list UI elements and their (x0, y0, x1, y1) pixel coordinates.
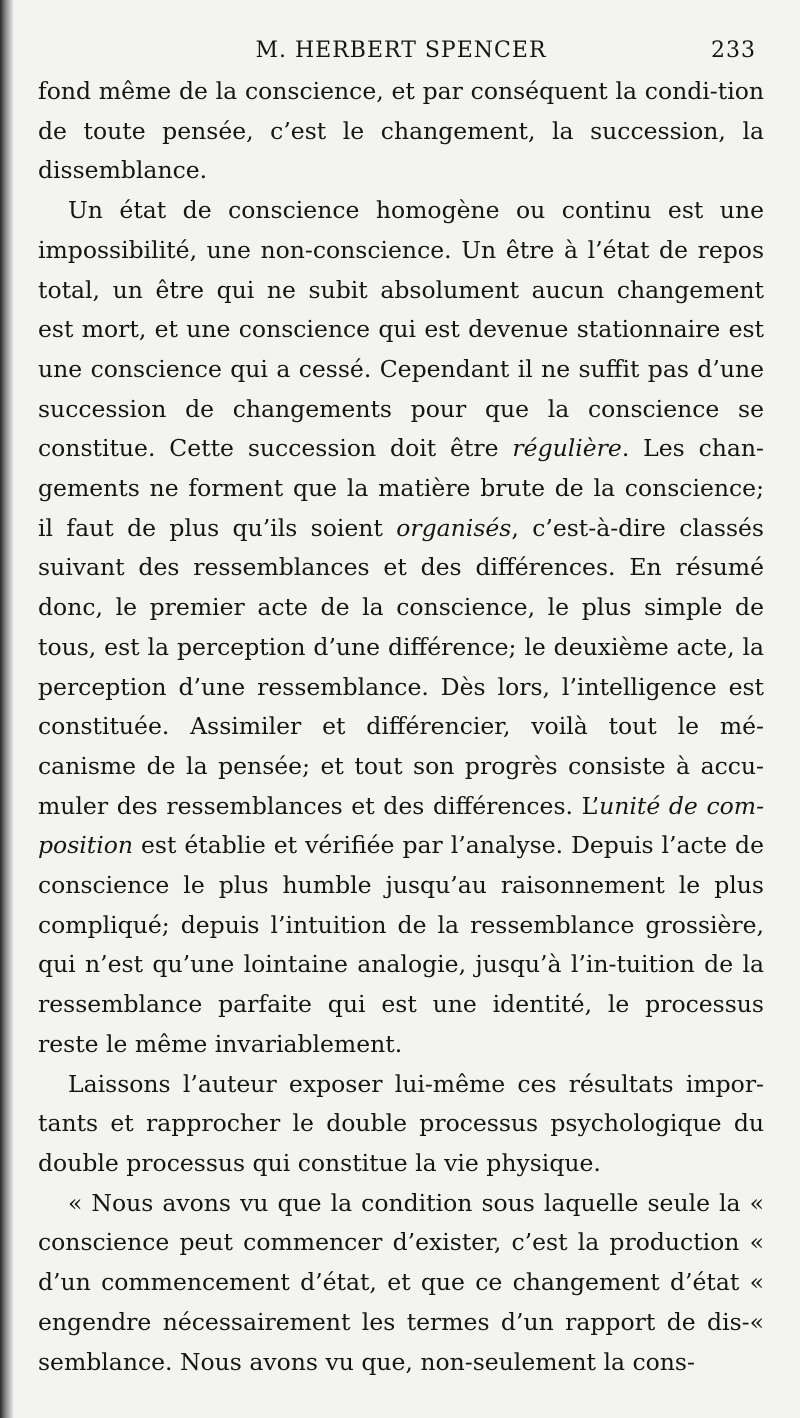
italic-term-organises: organisés (396, 513, 512, 542)
paragraph-text: est établie et vérifiée par l’analyse. Depuis l’acte de conscience le plus humble jusqu’au raisonnement le plus compliqué; depuis l’intuition de la ressemblance grossière, qui n’est qu’une lointaine analogie, jusqu’à l’in-tuition de la ressemblance parfaite qui est une identité, le processus reste le même invariablement. (38, 831, 764, 1058)
running-head (38, 38, 764, 72)
paragraph-text: , c’est-à-dire classés suivant des ressemblances et des différences. En résumé donc, le premier acte de la conscience, le plus simple de tous, est la perception d’une différence; le deuxième acte, la perception d’une ressemblance. Dès lors, l’intelligence est constituée. Assimiler et différencier, voilà tout le mé-canisme de la pensée; et tout son progrès consiste à accu-muler des ressemblances et des différences. L’ (38, 513, 764, 820)
body-text (38, 72, 764, 1382)
page-number: 233 (711, 38, 756, 63)
paragraph-2 (38, 191, 764, 1064)
paragraph-text: Laissons l’auteur exposer lui-même ces résultats impor-tants et rapprocher le double processus psychologique du double processus qui constitue la vie physique. (38, 1069, 764, 1177)
paragraph-text: Un état de conscience homogène ou continu est une impossibilité, une non-conscience. Un être à l’état de repos total, un être qui ne subit absolument aucun changement est mort, et une conscience qui est devenue stationnaire est une conscience qui a cessé. Cependant il ne suffit pas d’une succession de changements pour que la conscience se constitue. Cette succession doit être (38, 196, 764, 463)
paragraph-1 (38, 72, 764, 191)
paragraph-text: fond même de la conscience, et par conséquent la condi-tion de toute pensée, c’est le changement, la succession, la dissemblance. (38, 77, 764, 185)
running-head-title: M. HERBERT SPENCER (255, 38, 547, 63)
paragraph-3 (38, 1065, 764, 1184)
quotation-text: « Nous avons vu que la condition sous laquelle seule la « conscience peut commencer d’exister, c’est la production « d’un commencement d’état, et que ce changement d’état « engendre nécessairement les termes d’un rapport de dis-« semblance. Nous avons vu que, non-seulement la cons- (38, 1188, 764, 1376)
paragraph-text: . Les chan-gements ne forment que la matière brute de la conscience; il faut de plus qu’ils soient (38, 434, 764, 542)
italic-term-reguliere: régulière (512, 434, 622, 463)
italic-term-unite-de-composition: unité de com-position (38, 791, 765, 860)
paragraph-4-quotation (38, 1184, 764, 1383)
